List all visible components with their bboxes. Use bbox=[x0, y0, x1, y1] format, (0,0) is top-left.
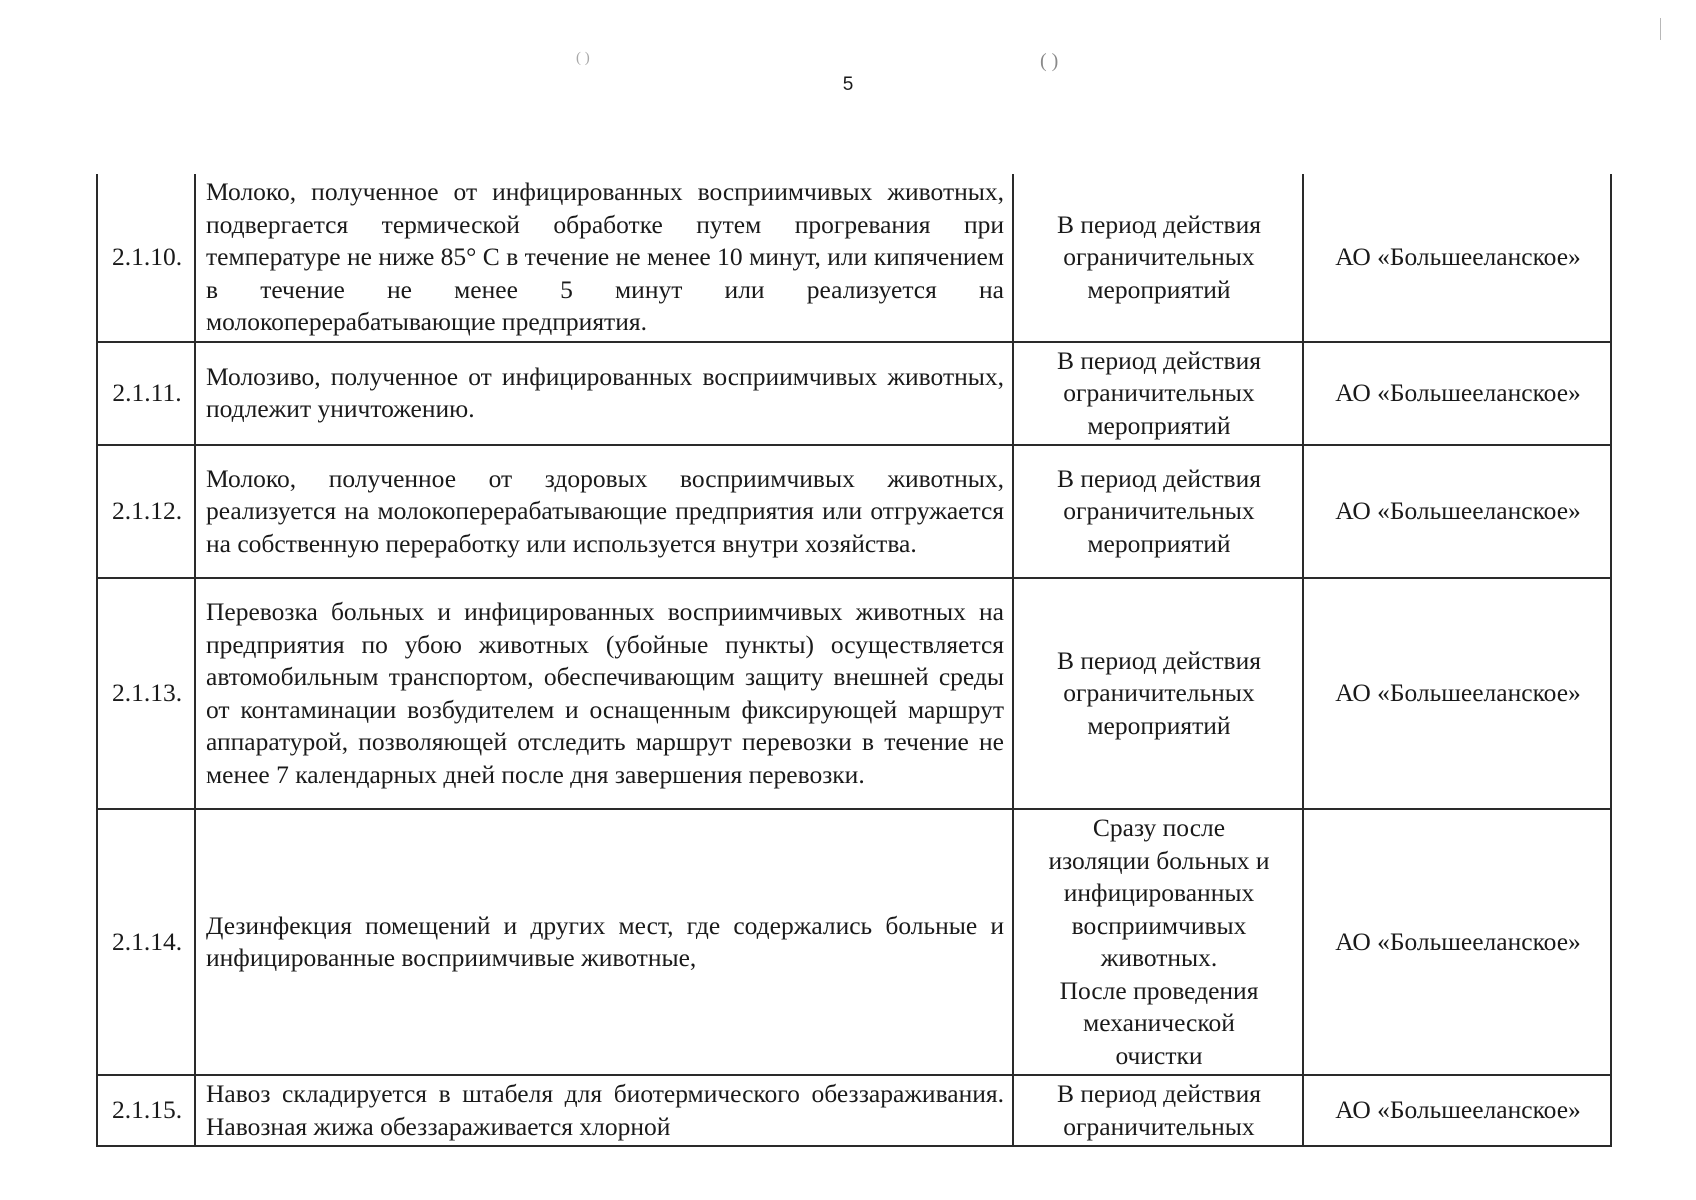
period-cell bbox=[1013, 809, 1303, 1075]
responsible-org: АО «Большееланское» bbox=[1303, 445, 1611, 578]
page-number: 5 bbox=[842, 74, 854, 95]
responsible-org: АО «Большееланское» bbox=[1303, 809, 1611, 1075]
period-line: В период действия bbox=[1057, 209, 1261, 239]
row-number: 2.1.12. bbox=[97, 445, 195, 578]
period-line: В период действия bbox=[1057, 345, 1261, 375]
measure-text: Молоко, полученное от здоровых восприимчивых животных, реализуется на молокоперерабатывающие предприятия или отгружается на собственную переработку или используется внутри хозяйства. bbox=[195, 445, 1013, 578]
period-line: После проведения bbox=[1059, 975, 1259, 1005]
measure-text: Дезинфекция помещений и других мест, где содержались больные и инфицированные восприимчивые животные, bbox=[195, 809, 1013, 1075]
period-cell bbox=[1013, 342, 1303, 446]
period-line: инфицированных bbox=[1063, 878, 1255, 907]
period-cell bbox=[1013, 578, 1303, 809]
row-number: 2.1.11. bbox=[97, 342, 195, 446]
table-row bbox=[97, 445, 1611, 578]
measure-text: Молоко, полученное от инфицированных восприимчивых животных, подвергается термической обработке путем прогревания при температуре не ниже 85° С в течение не менее 10 минут, или кипячением в течение не менее 5 минут или реализуется на молокоперерабатывающие предприятия. bbox=[195, 174, 1013, 342]
period-line: В период действия bbox=[1057, 645, 1261, 675]
table-row bbox=[97, 578, 1611, 809]
row-number: 2.1.14. bbox=[97, 809, 195, 1075]
period-cell bbox=[1013, 445, 1303, 578]
period-line: мероприятий bbox=[1087, 410, 1231, 440]
responsible-org: АО «Большееланское» bbox=[1303, 342, 1611, 446]
row-number: 2.1.13. bbox=[97, 578, 195, 809]
scan-mark-left: ( ) bbox=[576, 50, 590, 66]
measure-text: Молозиво, полученное от инфицированных восприимчивых животных, подлежит уничтожению. bbox=[195, 342, 1013, 446]
period-line: ограничительных bbox=[1063, 496, 1255, 526]
period-cell bbox=[1013, 174, 1303, 342]
table-row bbox=[97, 174, 1611, 342]
period-line: мероприятий bbox=[1087, 528, 1231, 558]
scan-corner-mark bbox=[1660, 18, 1661, 40]
measure-text: Навоз складируется в штабеля для биотермического обеззараживания. Навозная жижа обеззараживается хлорной bbox=[195, 1075, 1013, 1146]
period-line: Сразу после bbox=[1092, 813, 1226, 842]
scan-mark-right: ( ) bbox=[1040, 50, 1059, 72]
period-line: мероприятий bbox=[1087, 710, 1231, 740]
period-line: изоляции больных и bbox=[1048, 845, 1270, 875]
row-number: 2.1.15. bbox=[97, 1075, 195, 1146]
period-line: ограничительных bbox=[1063, 378, 1255, 407]
period-line: мероприятий bbox=[1087, 274, 1231, 304]
table-row bbox=[97, 342, 1611, 446]
period-line: В период действия bbox=[1057, 463, 1261, 493]
period-line: ограничительных bbox=[1063, 1111, 1255, 1141]
responsible-org: АО «Большееланское» bbox=[1303, 174, 1611, 342]
period-line: очистки bbox=[1115, 1040, 1203, 1070]
row-number: 2.1.10. bbox=[97, 174, 195, 342]
measures-table bbox=[96, 174, 1612, 1147]
period-line: ограничительных bbox=[1063, 678, 1255, 708]
period-line: В период действия bbox=[1057, 1079, 1261, 1108]
responsible-org: АО «Большееланское» bbox=[1303, 1075, 1611, 1146]
table-row bbox=[97, 809, 1611, 1075]
responsible-org: АО «Большееланское» bbox=[1303, 578, 1611, 809]
table-row bbox=[97, 1075, 1611, 1146]
period-cell bbox=[1013, 1075, 1303, 1146]
period-line: ограничительных bbox=[1063, 242, 1255, 271]
measure-text: Перевозка больных и инфицированных восприимчивых животных на предприятия по убою животных (убойные пункты) осуществляется автомобильным транспортом, обеспечивающим защиту внешней среды от контаминации возбудителем и оснащенным фиксирующей маршрут аппаратурой, позволяющей отследить маршрут перевозки в течение не менее 7 календарных дней после дня завершения перевозки. bbox=[195, 578, 1013, 809]
period-line: механической bbox=[1083, 1008, 1235, 1037]
period-line: животных. bbox=[1100, 943, 1218, 972]
period-line: восприимчивых bbox=[1071, 910, 1247, 940]
